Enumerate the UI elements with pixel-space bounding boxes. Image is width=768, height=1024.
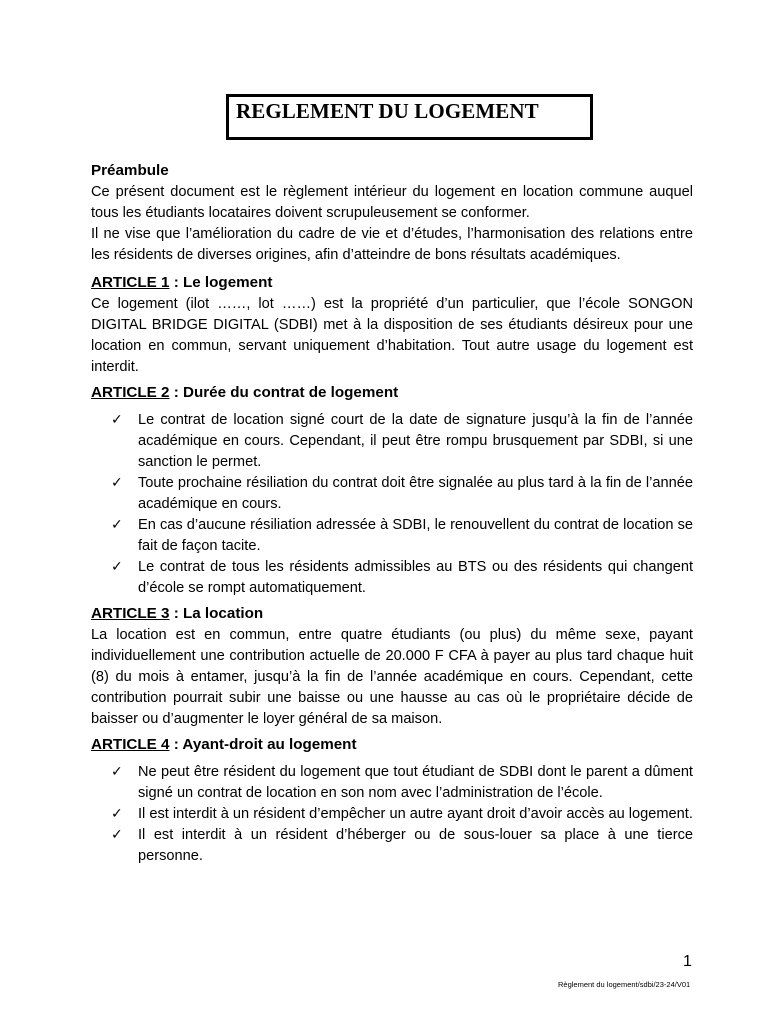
checkmark-icon: ✓ (111, 764, 123, 780)
checkmark-icon: ✓ (111, 827, 123, 843)
checkmark-icon: ✓ (111, 517, 123, 533)
article-1-heading (91, 272, 693, 294)
article-4-list (91, 762, 693, 867)
document-title: REGLEMENT DU LOGEMENT (236, 99, 539, 123)
checkmark-icon: ✓ (111, 412, 123, 428)
preamble-heading: Préambule (91, 162, 169, 179)
list-item-text: Ne peut être résident du logement que tout étudiant de SDBI dont le parent a dûment signé un contrat de location en son nom avec l’administration de l’école. (138, 764, 693, 801)
list-item (91, 473, 693, 515)
article-2-label: ARTICLE 2 (91, 384, 170, 401)
article-4-heading (91, 734, 693, 756)
list-item-text: En cas d’aucune résiliation adressée à SDBI, le renouvellent du contrat de location se fait de façon tacite. (138, 517, 693, 554)
footer-reference: Règlement du logement/sdbi/23-24/V01 (558, 980, 691, 989)
article-2-list (91, 410, 693, 599)
list-item-text: Il est interdit à un résident d’empêcher un autre ayant droit d’avoir accès au logement. (138, 806, 693, 822)
page-number: 1 (683, 953, 692, 970)
document-body (91, 160, 693, 867)
checkmark-icon: ✓ (111, 559, 123, 575)
article-2-title: : Durée du contrat de logement (169, 384, 399, 401)
article-3-heading (91, 603, 693, 625)
list-item-text: Toute prochaine résiliation du contrat doit être signalée au plus tard à la fin de l’année académique en cours. (138, 475, 693, 512)
list-item (91, 557, 693, 599)
article-2-heading (91, 382, 693, 404)
article-3-label: ARTICLE 3 (91, 605, 170, 622)
list-item (91, 825, 693, 867)
list-item (91, 762, 693, 804)
article-4-label: ARTICLE 4 (91, 736, 170, 753)
article-1-label: ARTICLE 1 (91, 274, 170, 291)
list-item-text: Il est interdit à un résident d’héberger ou de sous-louer sa place à une tierce personne. (138, 827, 693, 864)
article-1-title: : Le logement (169, 274, 273, 291)
checkmark-icon: ✓ (111, 475, 123, 491)
list-item (91, 804, 693, 825)
checkmark-icon: ✓ (111, 806, 123, 822)
list-item (91, 515, 693, 557)
preamble-paragraph: Il ne vise que l’amélioration du cadre de vie et d’études, l’harmonisation des relations entre les résidents de diverses origines, afin d’atteindre de bons résultats académiques. (91, 226, 693, 263)
preamble-paragraph: Ce présent document est le règlement intérieur du logement en location commune auquel tous les étudiants locataires doivent scrupuleusement se conformer. (91, 184, 693, 221)
list-item (91, 410, 693, 473)
article-4-title: : Ayant-droit au logement (169, 736, 357, 753)
article-3-text: La location est en commun, entre quatre étudiants (ou plus) du même sexe, payant individuellement une contribution actuelle de 20.000 F CFA à payer au plus tard chaque huit (8) du mois à entamer, jusqu’à la fin de l’année académique en cours. Cependant, cette contribution pourrait subir une baisse ou une hausse au cas où le propriétaire décide de baisser ou d’augmenter le loyer général de sa maison. (91, 627, 693, 727)
list-item-text: Le contrat de location signé court de la date de signature jusqu’à la fin de l’année académique en cours. Cependant, il peut être rompu brusquement par SDBI, si une sanction le permet. (138, 412, 693, 470)
article-3-title: : La location (169, 605, 264, 622)
list-item-text: Le contrat de tous les résidents admissibles au BTS ou des résidents qui changent d’école se rompt automatiquement. (138, 559, 693, 596)
article-1-text: Ce logement (ilot ……, lot ……) est la propriété d’un particulier, que l’école SONGON DIGITAL BRIDGE DIGITAL (SDBI) met à la disposition de ses étudiants désireux pour une location en commun, servant uniquement d’habitation. Tout autre usage du logement est interdit. (91, 296, 693, 375)
